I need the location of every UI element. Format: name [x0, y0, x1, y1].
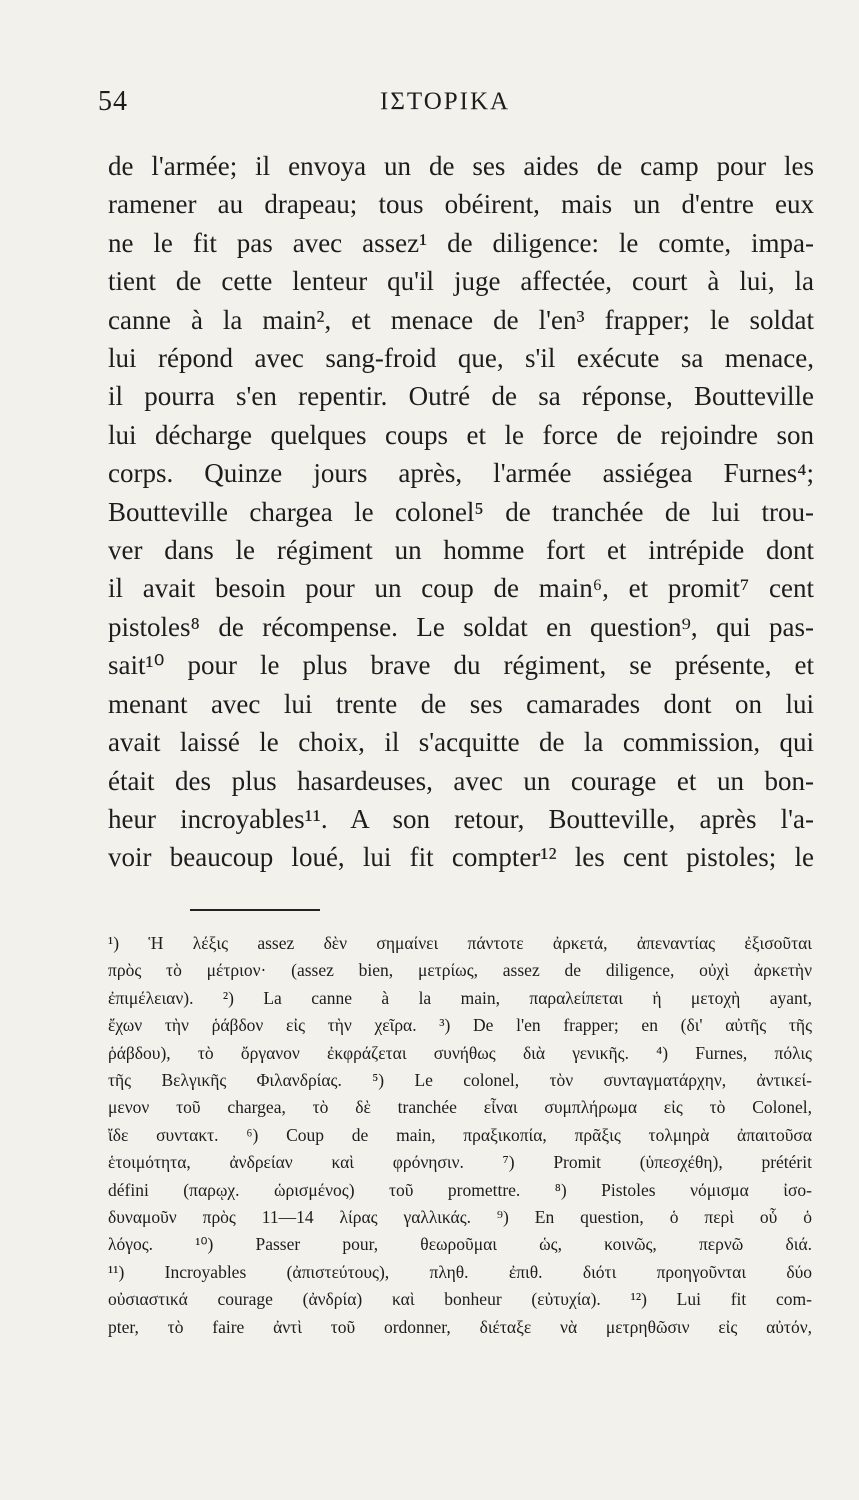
footnote-line: ¹¹) Incroyables (ἀπιστεύτους), πληθ. ἐπιθ. διότι προηγοῦνται δύο — [108, 1261, 812, 1282]
footnote-line: ἐπιμέλειαν). ²) La canne à la main, παραλείπεται ἡ μετοχὴ ayant, — [108, 987, 812, 1008]
body-text-line: était des plus hasardeuses, avec un courage et un bon- — [108, 765, 814, 796]
body-text-line: il avait besoin pour un coup de main⁶, et promit⁷ cent — [108, 573, 814, 604]
running-title: ΙΣΤΟΡΙΚΑ — [380, 88, 511, 115]
footnote-line: ἑτοιμότητα, ἀνδρείαν καὶ φρόνησιν. ⁷) Promit (ὑπεσχέθη), prétérit — [108, 1152, 812, 1173]
body-text-line: de l'armée; il envoya un de ses aides de camp pour les — [108, 151, 814, 181]
footnote-line: τῆς Βελγικῆς Φιλανδρίας. ⁵) Le colonel, τὸν συνταγματάρχην, ἀντικεί- — [108, 1070, 812, 1091]
footnote-line: δυναμοῦν πρὸς 11—14 λίρας γαλλικάς. ⁹) En question, ὁ περὶ οὗ ὁ — [108, 1207, 812, 1228]
body-text-line: heur incroyables¹¹. A son retour, Boutteville, après l'a- — [108, 803, 814, 834]
body-text-line: avait laissé le choix, il s'acquitte de la commission, qui — [108, 727, 814, 758]
body-text-line: corps. Quinze jours après, l'armée assiégea Furnes⁴; — [108, 458, 814, 489]
footnote-line: πρὸς τὸ μέτριον· (assez bien, μετρίως, assez de diligence, οὐχὶ ἀρκετὴν — [108, 960, 812, 981]
body-text-line: pistoles⁸ de récompense. Le soldat en question⁹, qui pas- — [108, 611, 814, 642]
body-text-line: sait¹⁰ pour le plus brave du régiment, se présente, et — [108, 650, 814, 681]
body-text-line: ne le fit pas avec assez¹ de diligence: le comte, impa- — [108, 227, 814, 258]
body-text-line: menant avec lui trente de ses camarades dont on lui — [108, 688, 814, 719]
footnote-line: μενον τοῦ chargea, τὸ δὲ tranchée εἶναι συμπλήρωμα εἰς τὸ Colonel, — [108, 1097, 812, 1118]
footnote-divider — [190, 909, 320, 911]
body-text-line: lui répond avec sang-froid que, s'il exécute sa menace, — [108, 343, 814, 374]
footnote-line: pter, τὸ faire ἀντὶ τοῦ ordonner, διέταξε νὰ μετρηθῶσιν εἰς αὐτόν, — [108, 1316, 812, 1337]
footnotes — [108, 930, 812, 1341]
footnote-line: ἔχων τὴν ῥάβδον εἰς τὴν χεῖρα. ³) De l'en frapper; en (δι' αὐτῆς τῆς — [108, 1015, 812, 1036]
footnote-line: λόγος. ¹⁰) Passer pour, θεωροῦμαι ὡς, κοινῶς, περνῶ διά. — [108, 1234, 812, 1255]
footnote-line: défini (παρῳχ. ὡρισμένος) τοῦ promettre. ⁸) Pistoles νόμισμα ἰσο- — [108, 1179, 812, 1200]
footnote-line: ῥάβδου), τὸ ὄργανον ἐκφράζεται συνήθως διὰ γενικῆς. ⁴) Furnes, πόλις — [108, 1042, 812, 1063]
body-text-line: ramener au drapeau; tous obéirent, mais un d'entre eux — [108, 189, 814, 220]
body-text-line: il pourra s'en repentir. Outré de sa réponse, Boutteville — [108, 381, 814, 412]
page-number: 54 — [98, 86, 128, 117]
footnote-line: ἴδε συντακτ. ⁶) Coup de main, πραξικοπία, πρᾶξις τολμηρὰ ἀπαιτοῦσα — [108, 1124, 812, 1145]
body-text-line: lui décharge quelques coups et le force de rejoindre son — [108, 419, 814, 450]
footnote-line: οὐσιαστικά courage (ἀνδρία) καὶ bonheur (εὐτυχία). ¹²) Lui fit com- — [108, 1289, 812, 1310]
body-text-line: canne à la main², et menace de l'en³ frapper; le soldat — [108, 304, 814, 335]
body-text-line: Boutteville chargea le colonel⁵ de tranchée de lui trou- — [108, 496, 814, 527]
footnote-line: ¹) Ἡ λέξις assez δὲν σημαίνει πάντοτε ἀρκετά, ἀπεναντίας ἐξισοῦται — [108, 933, 812, 953]
page-header — [98, 86, 818, 122]
body-text-line: ver dans le régiment un homme fort et intrépide dont — [108, 535, 814, 566]
body-text-line: voir beaucoup loué, lui fit compter¹² les cent pistoles; le — [108, 842, 814, 873]
body-text-line: tient de cette lenteur qu'il juge affectée, court à lui, la — [108, 266, 814, 297]
main-text — [108, 147, 814, 877]
